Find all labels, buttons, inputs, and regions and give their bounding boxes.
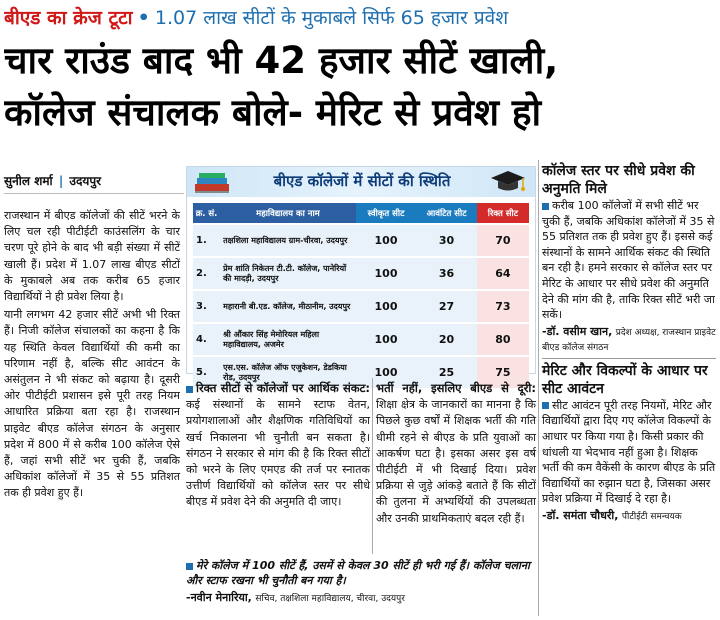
row-sanctioned: 100 [356,258,417,289]
right-attribution-1 [542,325,716,355]
right-text-1: करीब 100 कॉलेजों में सभी सीटें भर चुकी हैं, जबकि अधिकांश कॉलेजों में 35 से 55 प्रतिशत तक ही प्रवेश हुए हैं। इससे कई संस्थानों के सामने आर्थिक संकट की स्थिति बन रही है। हमने सरकार से कॉलेज स्तर पर मेरिट के आधार पर सीधे प्रवेश की अनुमति देने की मांग की है, ताकि रिक्त सीटें भरी जा सकें। [542,199,715,322]
right-author-2: -डॉ. समंता चौधरी, [542,508,619,522]
table-title: बीएड कॉलेजों में सीटों की स्थिति [273,172,451,190]
row-allotted: 27 [416,291,477,322]
bullet-square-icon [542,203,549,210]
row-vacant: 73 [477,291,529,322]
left-column [4,208,180,504]
headline-line-1: चार राउंड बाद भी 42 हजार सीटें खाली, [4,39,559,82]
byline-author: सुनील शर्मा [4,174,53,188]
table-header-row [193,203,529,223]
headline-line-2: कॉलेज संचालक बोले- मेरिट से प्रवेश हो [4,91,542,134]
row-allotted: 30 [416,225,477,256]
row-serial: 5. [193,357,220,388]
row-allotted: 20 [416,324,477,355]
quote-text: मेरे कॉलेज में 100 सीटें हैं, उसमें से केवल 30 सीटें ही भरी गई हैं। कॉलेज चलाना और स्टाफ रखना भी चुनौती बन गया है। [186,559,530,587]
books-icon [193,170,233,194]
row-allotted: 25 [416,357,477,388]
quote-attribution [186,590,536,605]
section-text: शिक्षा क्षेत्र के जानकारों का मानना है कि पिछले कुछ वर्षों में शिक्षक भर्ती की गति धीमी रहने से बीएड के प्रति युवाओं का आकर्षण घटा है। इसका असर इस वर्ष पीटीईटी में भी दिखाई दिया। प्रवेश प्रक्रिया से जुड़े आंकड़े बताते हैं कि सीटों की तुलना में अभ्यर्थियों की उपलब्धता और उनकी प्राथमिकताएं बदल रही हैं। [376,398,536,525]
graduation-cap-icon [487,169,529,195]
table-row [193,324,529,355]
table-row [193,258,529,289]
bullet-square-icon [186,386,193,393]
row-serial: 2. [193,258,220,289]
right-column [542,162,716,524]
byline [4,172,184,194]
row-college-name: एस.एस. कॉलेज ऑफ एजुकेशन, डेडकिया रोड, उदयपुर [220,357,356,388]
no-recruitment-section [376,380,536,527]
table-row [193,291,529,322]
row-serial: 4. [193,324,220,355]
row-vacant: 64 [477,258,529,289]
left-paragraph-1: राजस्थान में बीएड कॉलेजों की सीटें भरने के लिए चल रही पीटीईटी काउंसलिंग के चार चरण पूरे होने के बाद भी बड़ी संख्या में सीटें खाली हैं। प्रदेश में 1.07 लाख बीएड सीटों के मुकाबले अब तक करीब 65 हजार विद्यार्थियों ने ही प्रवेश लिया है। [4,209,180,304]
right-designation-1: प्रदेश अध्यक्ष, राजस्थान प्राइवेट बीएड कॉलेज संगठन [542,327,716,353]
row-serial: 3. [193,291,220,322]
economic-crisis-section [186,380,370,511]
right-text-2: सीट आवंटन पूरी तरह नियमों, मेरिट और विद्यार्थियों द्वारा दिए गए कॉलेज विकल्पों के आधार पर किया गया है। किसी प्रकार की धांधली या भेदभाव नहीं हुआ है। शिक्षक भर्ती की कम वैकेंसी के कारण बीएड के प्रति विद्यार्थियों का रुझान घटा है, जिसका असर प्रवेश प्रक्रिया में दिखाई दे रहा है। [542,398,716,506]
right-heading-2: मेरिट और विकल्पों के आधार पर सीट आवंटन [542,362,708,397]
byline-place: उदयपुर [69,174,102,188]
right-attribution-2 [542,509,716,524]
quote-author: -नवीन मेनारिया, [186,591,252,604]
quote-block [186,558,536,605]
kicker-line [4,4,716,32]
header-allotted: आवंटित सीट [416,203,477,223]
left-paragraph-2: यानी लगभग 42 हजार सीटें अभी भी रिक्त हैं। निजी कॉलेज संचालकों का कहना है कि यह स्थिति केवल विद्यार्थियों की कमी का परिणाम नहीं है, बल्कि सीट आवंटन के असंतुलन ने भी संकट को बढ़ाया है। दूसरी ओर पीटीईटी प्रशासन इसे पूरी तरह नियम आधारित प्रक्रिया बता रहा है। राजस्थान प्राइवेट बीएड कॉलेज संगठन के अनुसार प्रदेश में 800 में से करीब 100 कॉलेज ऐसे हैं, जहां सभी सीटें भर चुकी हैं, जबकि अधिकांश कॉलेजों में 35 से 55 प्रतिशत तक ही प्रवेश हुए हैं। [4,308,180,500]
column-divider [538,160,539,616]
byline-separator: | [58,174,64,188]
row-vacant: 70 [477,225,529,256]
header-sanctioned: स्वीकृत सीट [356,203,417,223]
seat-status-table [193,201,529,390]
table-row [193,225,529,256]
header-college-name: महाविद्यालय का नाम [220,203,356,223]
bullet-square-icon [542,402,549,409]
row-serial: 1. [193,225,220,256]
table-banner [187,167,535,197]
header-vacant: रिक्त सीट [477,203,529,223]
row-college-name: महारानी बी.एड. कॉलेज, मीठानीम, उदयपुर [220,291,356,322]
section-heading: भर्ती नहीं, इसलिए बीएड से दूरी: [376,381,536,395]
kicker-text: 1.07 लाख सीटों के मुकाबले सिर्फ 65 हजार प्रवेश [154,7,509,29]
quote-designation: सचिव, तक्षशिला महाविद्यालय, चीरवा, उदयपुर [255,594,405,604]
row-allotted: 36 [416,258,477,289]
right-designation-2: पीटीईटी समन्वयक [621,511,682,522]
row-college-name: तक्षशिला महाविद्यालय ग्राम-चीरवा, उदयपुर [220,225,356,256]
row-vacant: 80 [477,324,529,355]
column-divider [372,378,373,554]
row-sanctioned: 100 [356,291,417,322]
right-author-1: -डॉ. वसीम खान, [542,324,613,338]
row-sanctioned: 100 [356,324,417,355]
header-serial: क्र. सं. [193,203,220,223]
right-heading-1: कॉलेज स्तर पर सीधे प्रवेश की अनुमति मिले [542,163,695,197]
row-sanctioned: 100 [356,225,417,256]
row-college-name: प्रेम शांति निकेतन टी.टी. कॉलेज, पानेरियों की मादड़ी, उदयपुर [220,258,356,289]
kicker-tag: बीएड का क्रेज टूटा [4,7,133,29]
row-college-name: श्री औंकार सिंह मेमोरियल महिला महाविद्यालय, अजमेर [220,324,356,355]
row-sanctioned: 100 [356,357,417,388]
section-divider [542,358,716,359]
seat-status-table-panel [186,166,536,382]
section-text: कई संस्थानों के सामने स्टाफ वेतन, प्रयोगशालाओं और शैक्षणिक गतिविधियों का खर्च निकालना भी चुनौती बन सकता है। संगठन ने सरकार से मांग की है कि रिक्त सीटों को भरने के लिए एमएड की तर्ज पर स्नातक उत्तीर्ण विद्यार्थियों को कॉलेज स्तर पर सीधे बीएड में प्रवेश देने की अनुमति दी जाए। [186,398,370,509]
row-vacant: 75 [477,357,529,388]
kicker-bullet: • [137,7,150,29]
bullet-square-icon [186,563,193,570]
section-heading: रिक्त सीटों से कॉलेजों पर आर्थिक संकट: [196,381,370,395]
